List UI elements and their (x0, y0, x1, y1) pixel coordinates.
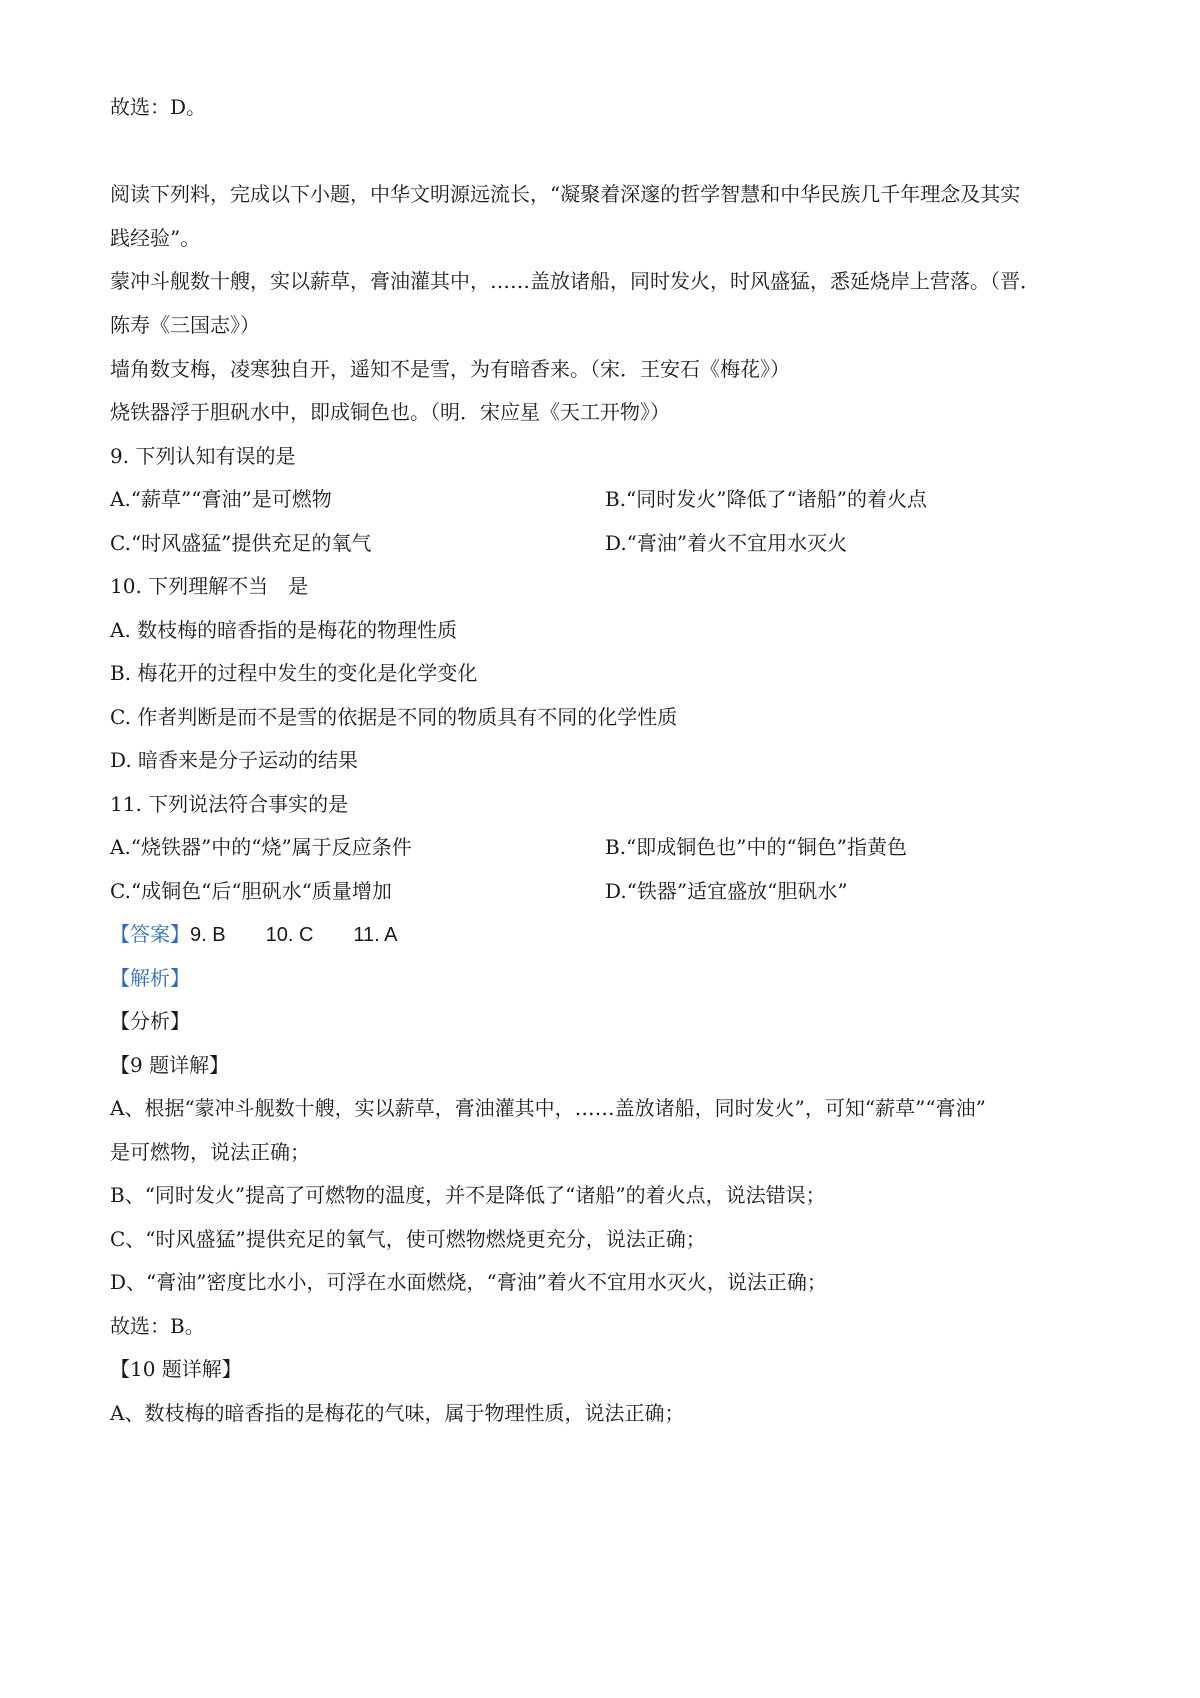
detail-9-d: D、“膏油”密度比水小，可浮在水面燃烧，“膏油”着火不宜用水灭火，说法正确； (110, 1270, 827, 1294)
answer-line (110, 920, 398, 948)
q10-option-a: A. 数枝梅的暗香指的是梅花的物理性质 (110, 618, 458, 642)
detail-9-conclusion: 故选：B。 (110, 1314, 205, 1338)
quote-2: 墙角数支梅，凌寒独自开，遥知不是雪，为有暗香来。（宋．王安石《梅花》） (110, 357, 790, 381)
q11-option-a: A.“烧铁器”中的“烧”属于反应条件 (110, 835, 412, 859)
q9-stem: 9. 下列认知有误的是 (110, 444, 296, 468)
q11-option-b: B.“即成铜色也”中的“铜色”指黄色 (605, 835, 907, 859)
fenxi-label: 【分析】 (110, 1009, 190, 1033)
analysis-label: 【解析】 (110, 966, 190, 990)
detail-9-a-line-1: A、根据“蒙冲斗舰数十艘，实以薪草，膏油灌其中，……盖放诸船，同时发火”，可知“薪草”“膏油” (110, 1096, 986, 1120)
detail-9-b: B、“同时发火”提高了可燃物的温度，并不是降低了“诸船”的着火点，说法错误； (110, 1183, 826, 1207)
q9-option-b: B.“同时发火”降低了“诸船”的着火点 (605, 487, 927, 511)
intro-line-2: 践经验”。 (110, 226, 201, 250)
q10-option-b: B. 梅花开的过程中发生的变化是化学变化 (110, 661, 478, 685)
previous-answer: 故选：D。 (110, 95, 207, 119)
detail-10-a: A、数枝梅的暗香指的是梅花的气味，属于物理性质，说法正确； (110, 1401, 685, 1425)
q10-option-d: D. 暗香来是分子运动的结果 (110, 748, 359, 772)
intro-line-1: 阅读下列料，完成以下小题，中华文明源远流长，“凝聚着深邃的哲学智慧和中华民族几千年理念及其实 (110, 182, 1021, 206)
detail-9-title: 【9 题详解】 (110, 1053, 230, 1077)
detail-9-a-line-2: 是可燃物，说法正确； (110, 1140, 310, 1164)
quote-1-line-1: 蒙冲斗舰数十艘，实以薪草，膏油灌其中，……盖放诸船，同时发火，时风盛猛，悉延烧岸上营落。（晋． (110, 269, 1040, 293)
answer-9: 9. B (190, 924, 226, 946)
q11-option-d: D.“铁器”适宜盛放“胆矾水” (605, 879, 848, 903)
answer-label: 【答案】 (110, 922, 190, 946)
answer-11: 11. A (353, 924, 398, 946)
q11-option-c: C.“成铜色“后“胆矾水“质量增加 (110, 879, 392, 903)
q10-stem: 10. 下列理解不当 是 (110, 574, 309, 598)
answer-10: 10. C (265, 924, 314, 946)
detail-10-title: 【10 题详解】 (110, 1357, 242, 1381)
q11-stem: 11. 下列说法符合事实的是 (110, 792, 349, 816)
quote-3: 烧铁器浮于胆矾水中，即成铜色也。（明．宋应星《天工开物》） (110, 400, 670, 424)
q9-option-d: D.“膏油”着火不宜用水灭火 (605, 531, 848, 555)
q9-option-c: C.“时风盛猛”提供充足的氧气 (110, 531, 372, 555)
detail-9-c: C、“时风盛猛”提供充足的氧气，使可燃物燃烧更充分，说法正确； (110, 1227, 706, 1251)
q10-option-c: C. 作者判断是而不是雪的依据是不同的物质具有不同的化学性质 (110, 705, 678, 729)
q9-option-a: A.“薪草”“膏油”是可燃物 (110, 487, 332, 511)
quote-1-line-2: 陈寿《三国志》） (110, 313, 260, 337)
